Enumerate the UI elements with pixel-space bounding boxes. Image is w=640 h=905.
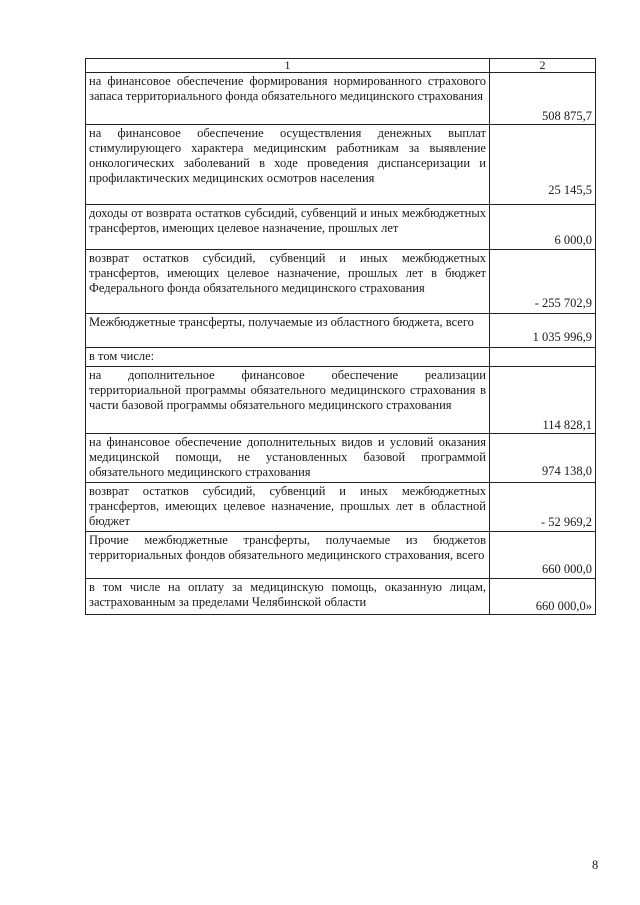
row-text: Межбюджетные трансферты, получаемые из областного бюджета, всего — [89, 315, 474, 329]
row-text: возврат остатков субсидий, субвенций и иных межбюджетных трансфертов, имеющих целевое назначение, прошлых лет в областной бюджет — [89, 484, 486, 528]
table-row — [86, 532, 596, 579]
row-amount: 660 000,0» — [535, 599, 592, 613]
row-text: доходы от возврата остатков субсидий, субвенций и иных межбюджетных трансфертов, имеющих целевое назначение, прошлых лет — [89, 206, 486, 235]
row-text: возврат остатков субсидий, субвенций и иных межбюджетных трансфертов, имеющих целевое назначение, прошлых лет в бюджет Федерального фонда обязательного медицинского страхования — [89, 251, 486, 295]
row-amount: - 255 702,9 — [534, 296, 592, 310]
row-amount: 1 035 996,9 — [532, 330, 592, 344]
row-amount: 660 000,0 — [542, 562, 592, 576]
row-amount: 25 145,5 — [548, 183, 592, 197]
row-amount: 974 138,0 — [542, 464, 592, 478]
table-row — [86, 205, 596, 250]
table-row — [86, 73, 596, 125]
table-row — [86, 314, 596, 348]
row-text: на финансовое обеспечение дополнительных видов и условий оказания медицинской помощи, не установленных базовой программой обязательного медицинского страхования — [89, 435, 486, 479]
row-text: на дополнительное финансовое обеспечение реализации территориальной программы обязательного медицинского страхования в части базовой программы обязательного медицинского страхования — [89, 368, 486, 412]
row-text: Прочие межбюджетные трансферты, получаемые из бюджетов территориальных фондов обязательного медицинского страхования, всего — [89, 533, 486, 562]
page-number: 8 — [592, 858, 599, 872]
row-amount: 114 828,1 — [542, 418, 592, 432]
row-text: на финансовое обеспечение осуществления денежных выплат стимулирующего характера медицинским работникам за выявление онкологических заболеваний в ходе проведения диспансеризации и профилактических медицинских осмотров населения — [89, 126, 486, 185]
row-text: в том числе: — [89, 349, 155, 363]
row-amount: 508 875,7 — [542, 109, 592, 123]
table-row — [86, 125, 596, 205]
row-text: в том числе на оплату за медицинскую помощь, оказанную лицам, застрахованным за пределами Челябинской области — [89, 580, 486, 609]
table-row — [86, 367, 596, 434]
column-header-1: 1 — [86, 59, 490, 73]
table-header-row — [86, 59, 596, 73]
budget-table — [85, 58, 596, 615]
table-row — [86, 348, 596, 367]
column-header-2: 2 — [490, 59, 596, 73]
table-row — [86, 250, 596, 314]
row-amount: - 52 969,2 — [540, 515, 592, 529]
row-text: на финансовое обеспечение формирования нормированного страхового запаса территориального фонда обязательного медицинского страхования — [89, 74, 486, 103]
table-row — [86, 434, 596, 483]
table-row — [86, 579, 596, 615]
table-row — [86, 483, 596, 532]
row-amount: 6 000,0 — [554, 233, 592, 247]
